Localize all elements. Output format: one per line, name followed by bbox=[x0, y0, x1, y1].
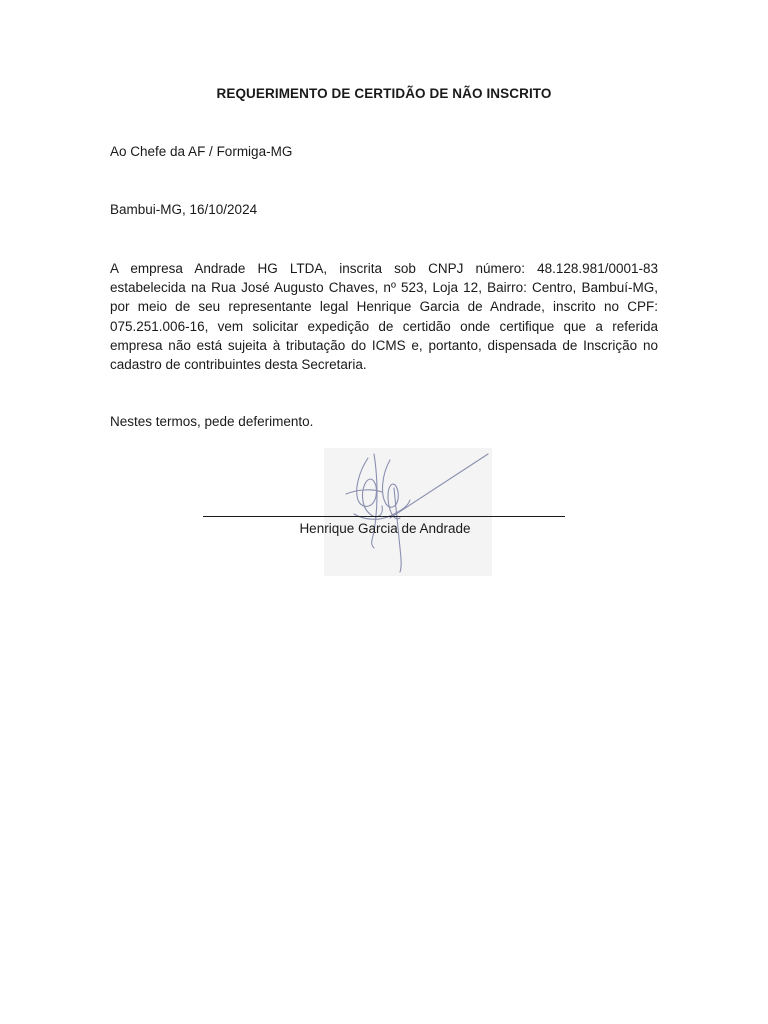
signature-line bbox=[203, 516, 565, 517]
closing-line: Nestes termos, pede deferimento. bbox=[110, 414, 314, 429]
document-title: REQUERIMENTO DE CERTIDÃO DE NÃO INSCRITO bbox=[216, 86, 552, 101]
signature-block bbox=[200, 448, 570, 578]
addressee-line: Ao Chefe da AF / Formiga-MG bbox=[110, 144, 293, 159]
place-date-line: Bambui-MG, 16/10/2024 bbox=[110, 202, 258, 217]
handwritten-signature-image bbox=[324, 448, 492, 576]
request-body-paragraph: A empresa Andrade HG LTDA, inscrita sob CNPJ número: 48.128.981/0001-83 estabelecida na Rua José Augusto Chaves, nº 523, Loja 12, Bairro: Centro, Bambuí-MG, por meio de seu representante legal Henrique Garcia de Andrade, inscrito no CPF: 075.251.006-16, vem solicitar expedição de certidão onde certifique que a referida empresa não está sujeita à tributação do ICMS e, portanto, dispensada de Inscrição no cadastro de contribuintes desta Secretaria. bbox=[110, 261, 658, 373]
signer-name: Henrique Garcia de Andrade bbox=[299, 521, 471, 536]
